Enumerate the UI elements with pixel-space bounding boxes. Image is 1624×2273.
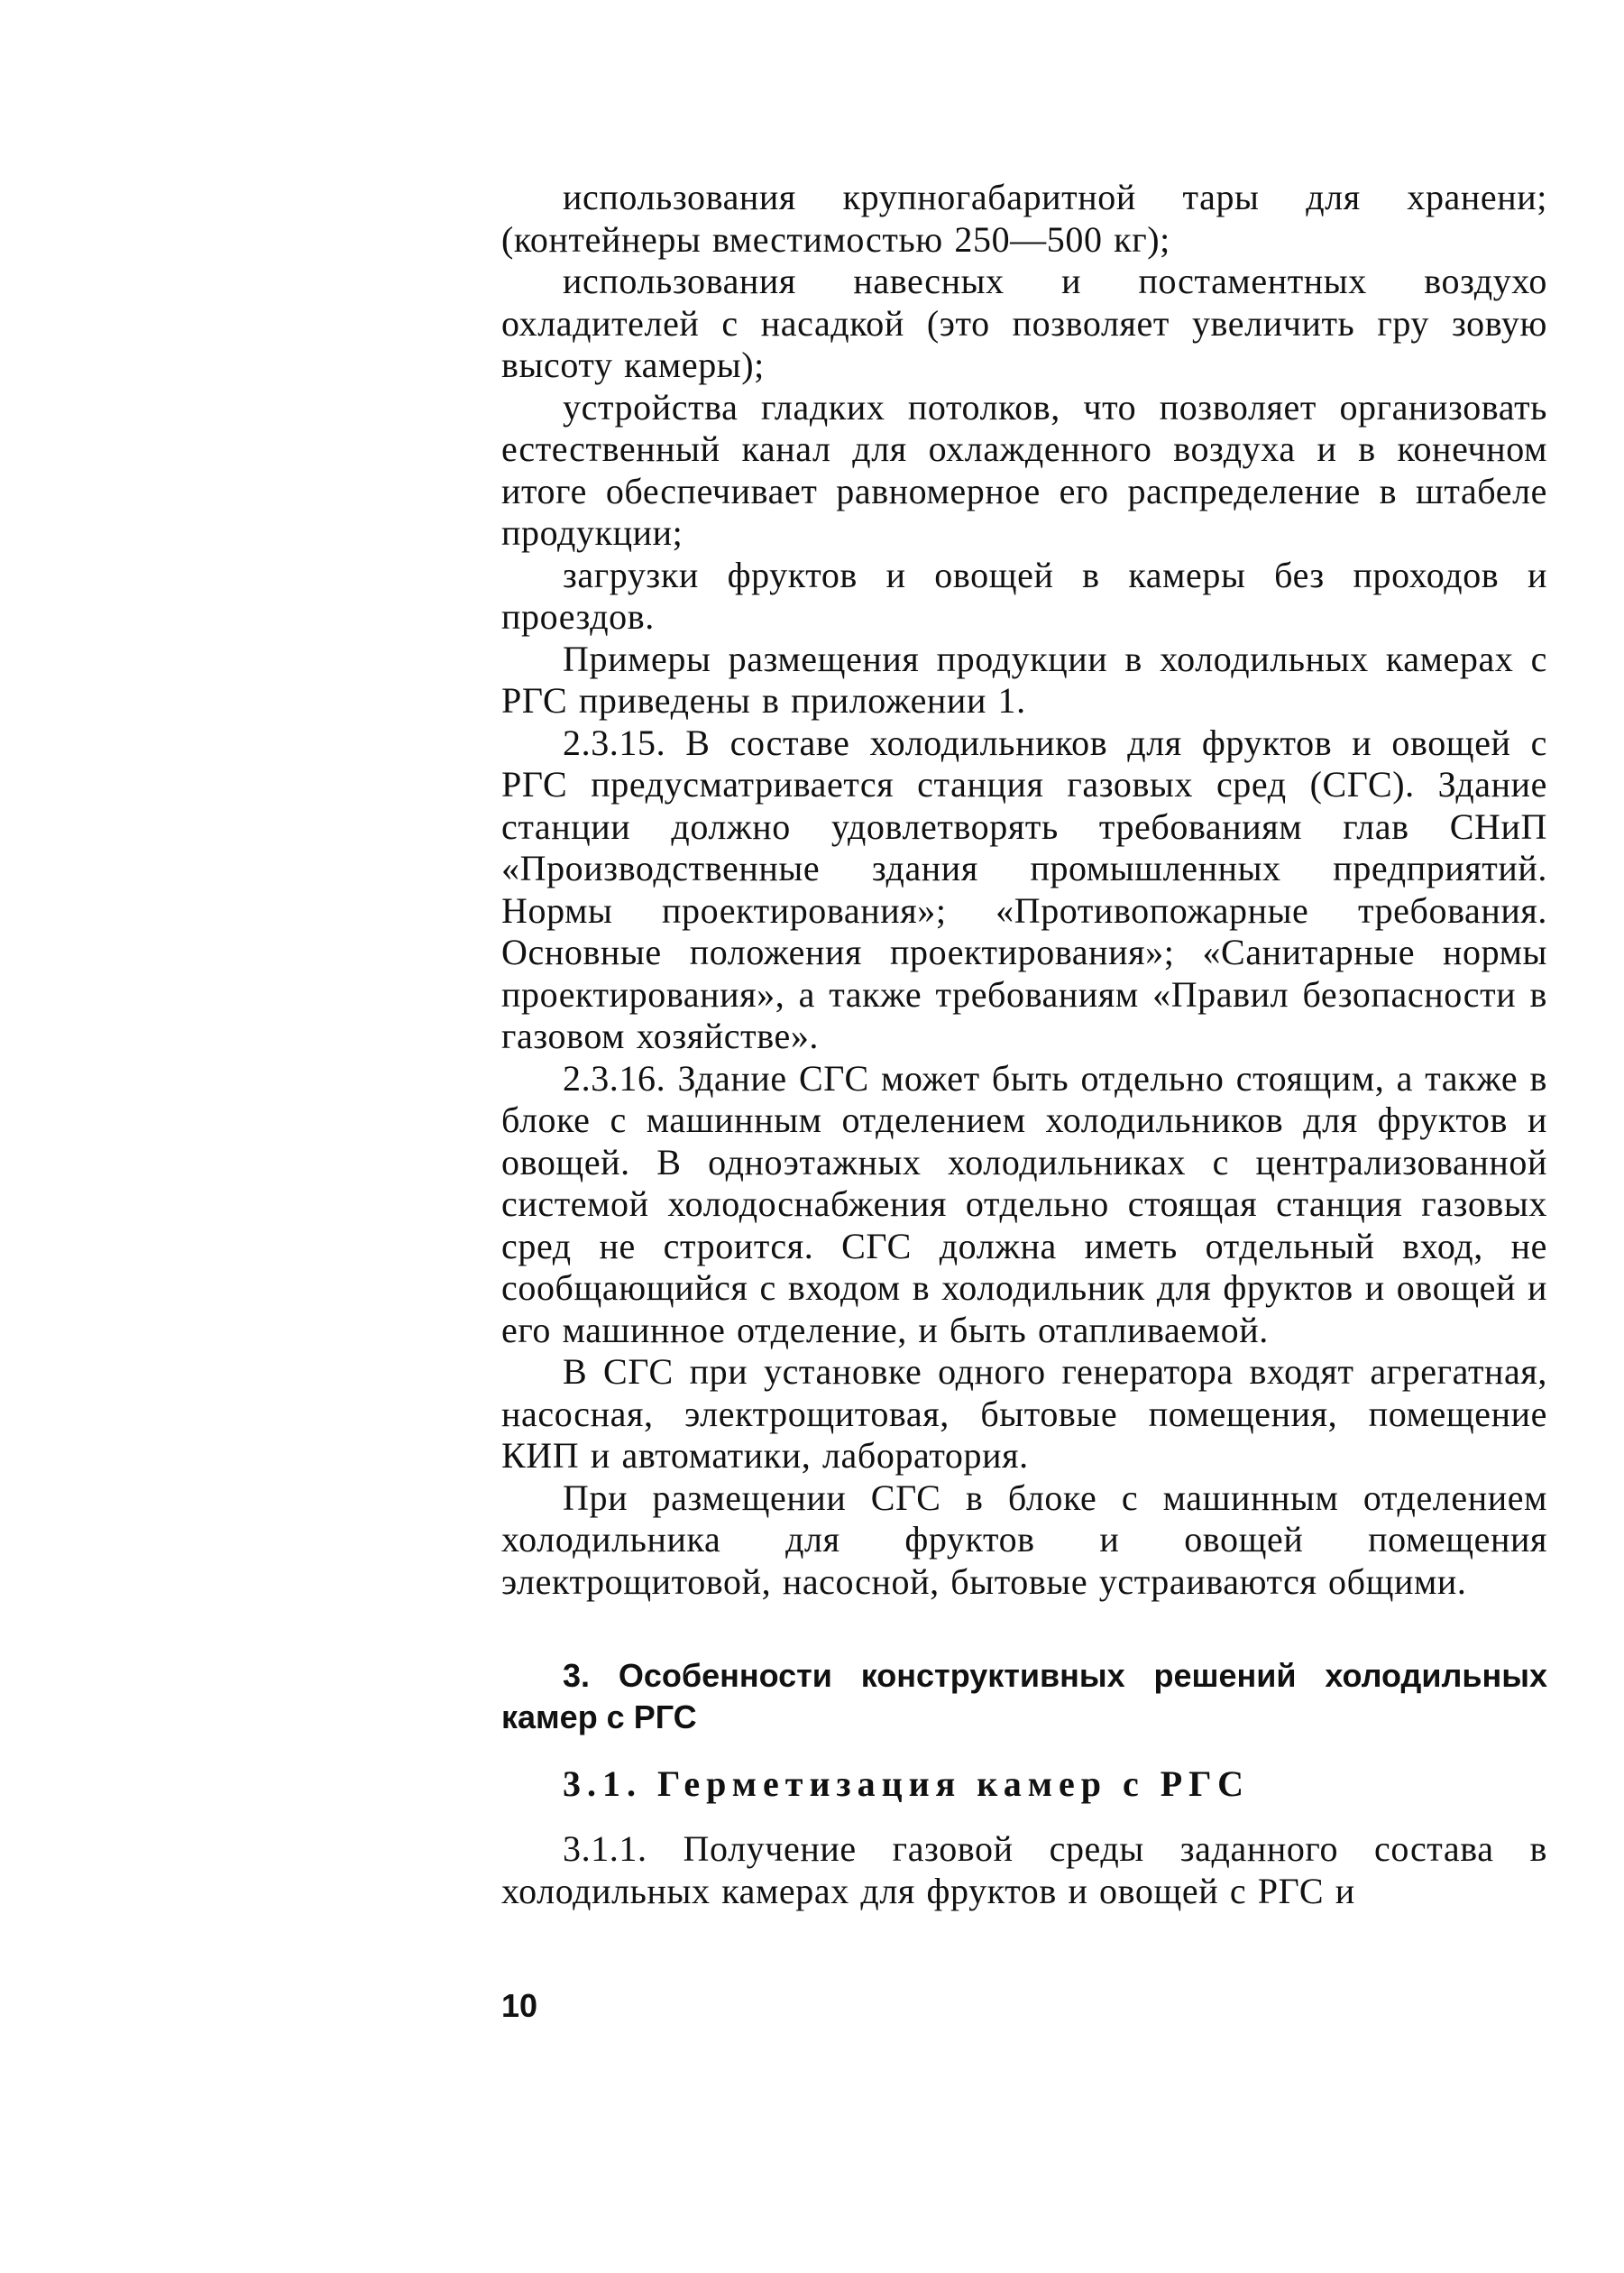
paragraph-sgs-rooms: В СГС при установке одного генератора входят агрегатная, насосная, электрощитовая, бытовые помещения, помещение КИП и автоматики, лаборатория.: [501, 1351, 1547, 1476]
paragraph-2-3-16: 2.3.16. Здание СГС может быть отдельно стоящим, а также в блоке с машинным отделением холодильников для фруктов и овощей. В одноэтажных холодильниках с централизованной системой холодоснабжения отдельно стоящая станция газовых сред не строится. СГС должна иметь отдельный вход, не сообщающийся с входом в холодильник для фруктов и овощей и его машинное отделение, и быть отапливаемой.: [501, 1057, 1547, 1350]
subsection-heading: 3.1. Герметизация камер с РГС: [563, 1763, 1250, 1804]
paragraph-loading: загрузки фруктов и овощей в камеры без проходов и проездов.: [501, 554, 1547, 637]
paragraph-smooth-ceilings: устройства гладких потолков, что позволяет организовать естественный канал для охлажденного воздуха и в конечном итоге обеспечивает равномерное его распределение в штабеле продукции;: [501, 386, 1547, 553]
document-page: [501, 177, 1547, 1912]
page-number: 10: [501, 1987, 538, 2024]
paragraph-container-tare: использования крупногабаритной тары для хранени; (контейнеры вместимостью 250—500 кг);: [501, 177, 1547, 260]
paragraph-air-coolers: использования навесных и постаментных воздухо охладителей с насадкой (это позволяет увеличить гру зовую высоту камеры);: [501, 261, 1547, 385]
paragraph-2-3-15: 2.3.15. В составе холодильников для фруктов и овощей с РГС предусматривается станция газовых сред (СГС). Здание станции должно удовлетворять требованиям глав СНиП «Производственные здания промышленных предприятий. Нормы проектирования»; «Противопожарные требования. Основные положения проектирования»; «Санитарные нормы проектирования», а также требованиям «Правил безопасности в газовом хозяйстве».: [501, 722, 1547, 1056]
paragraph-sgs-block: При размещении СГС в блоке с машинным отделением холодильника для фруктов и овощей помещения электрощитовой, насосной, бытовые устраиваются общими.: [501, 1477, 1547, 1602]
paragraph-examples: Примеры размещения продукции в холодильных камерах с РГС приведены в приложении 1.: [501, 638, 1547, 721]
paragraph-3-1-1: 3.1.1. Получение газовой среды заданного состава в холодильных камерах для фруктов и овощей с РГС и: [501, 1828, 1547, 1911]
section-heading: 3. Особенности конструктивных решений холодильных камер с РГС: [501, 1657, 1547, 1735]
